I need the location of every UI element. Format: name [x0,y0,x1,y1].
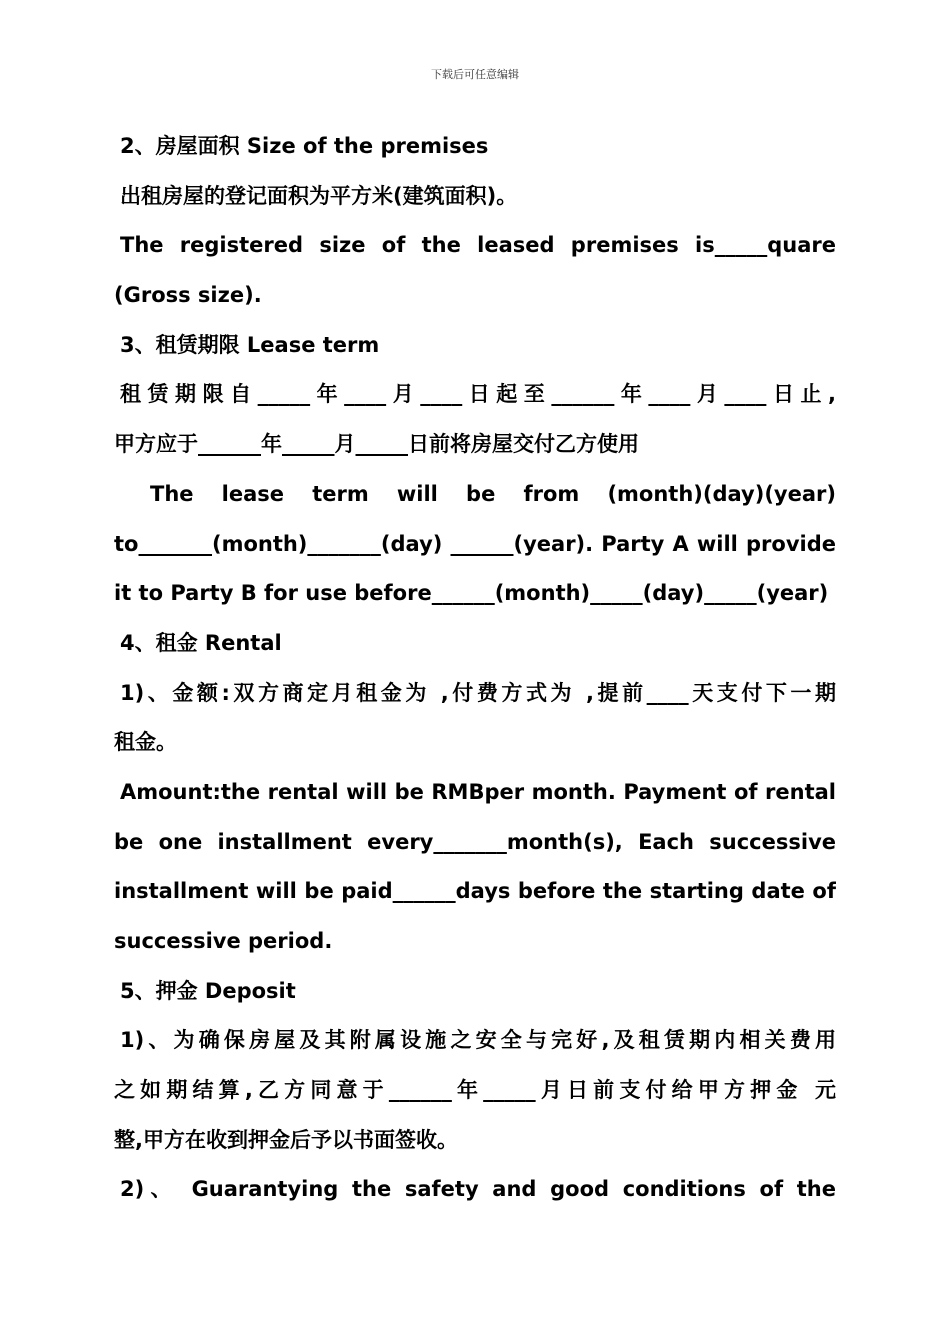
section-heading-lease-term: 3、租赁期限 Lease term [120,332,380,357]
paragraph-line: 出租房屋的登记面积为平方米(建筑面积)。 [120,183,518,208]
section-heading-size: 2、房屋面积 Size of the premises [120,134,489,158]
document-body [114,122,836,1215]
paragraph-line: successive period. [114,929,333,953]
paragraph-line: 1)、为确保房屋及其附属设施之安全与完好,及租赁期内相关费用 [120,1028,836,1053]
paragraph-line: Amount:the rental will be RMBper month. Payment of rental [120,779,836,804]
paragraph-line: 租赁期限自_____年____月____日起至______年____月____日止, [120,382,836,407]
page-header-note: 下载后可任意编辑 [431,68,519,81]
section-heading-rental: 4、租金 Rental [120,630,282,655]
paragraph-line: to_______(month)_______(day) ______(year). Party A will provide [114,531,836,556]
paragraph-line: installment will be paid______days before the starting date of [114,879,836,904]
paragraph-line: 之如期结算,乙方同意于______年_____月日前支付给甲方押金 元 [114,1078,836,1103]
paragraph-line: 整,甲方在收到押金后予以书面签收。 [114,1127,458,1152]
paragraph-line: 1)、金额:双方商定月租金为 ,付费方式为 ,提前____天支付下一期 [120,680,836,705]
paragraph-line: The lease term will be from (month)(day)(year) [150,481,836,506]
paragraph-line: be one installment every_______month(s), Each successive [114,829,836,854]
paragraph-line: (Gross size). [114,283,262,308]
paragraph-line: 租金。 [114,730,177,755]
paragraph-line: 2)、 Guarantying the safety and good conditions of the [120,1177,836,1202]
section-heading-deposit: 5、押金 Deposit [120,978,296,1003]
paragraph-line: 甲方应于______年_____月_____日前将房屋交付乙方使用 [114,432,639,457]
paragraph-line: The registered size of the leased premises is_____quare [120,233,836,258]
paragraph-line: it to Party B for use before______(month)_____(day)_____(year) [114,581,829,606]
